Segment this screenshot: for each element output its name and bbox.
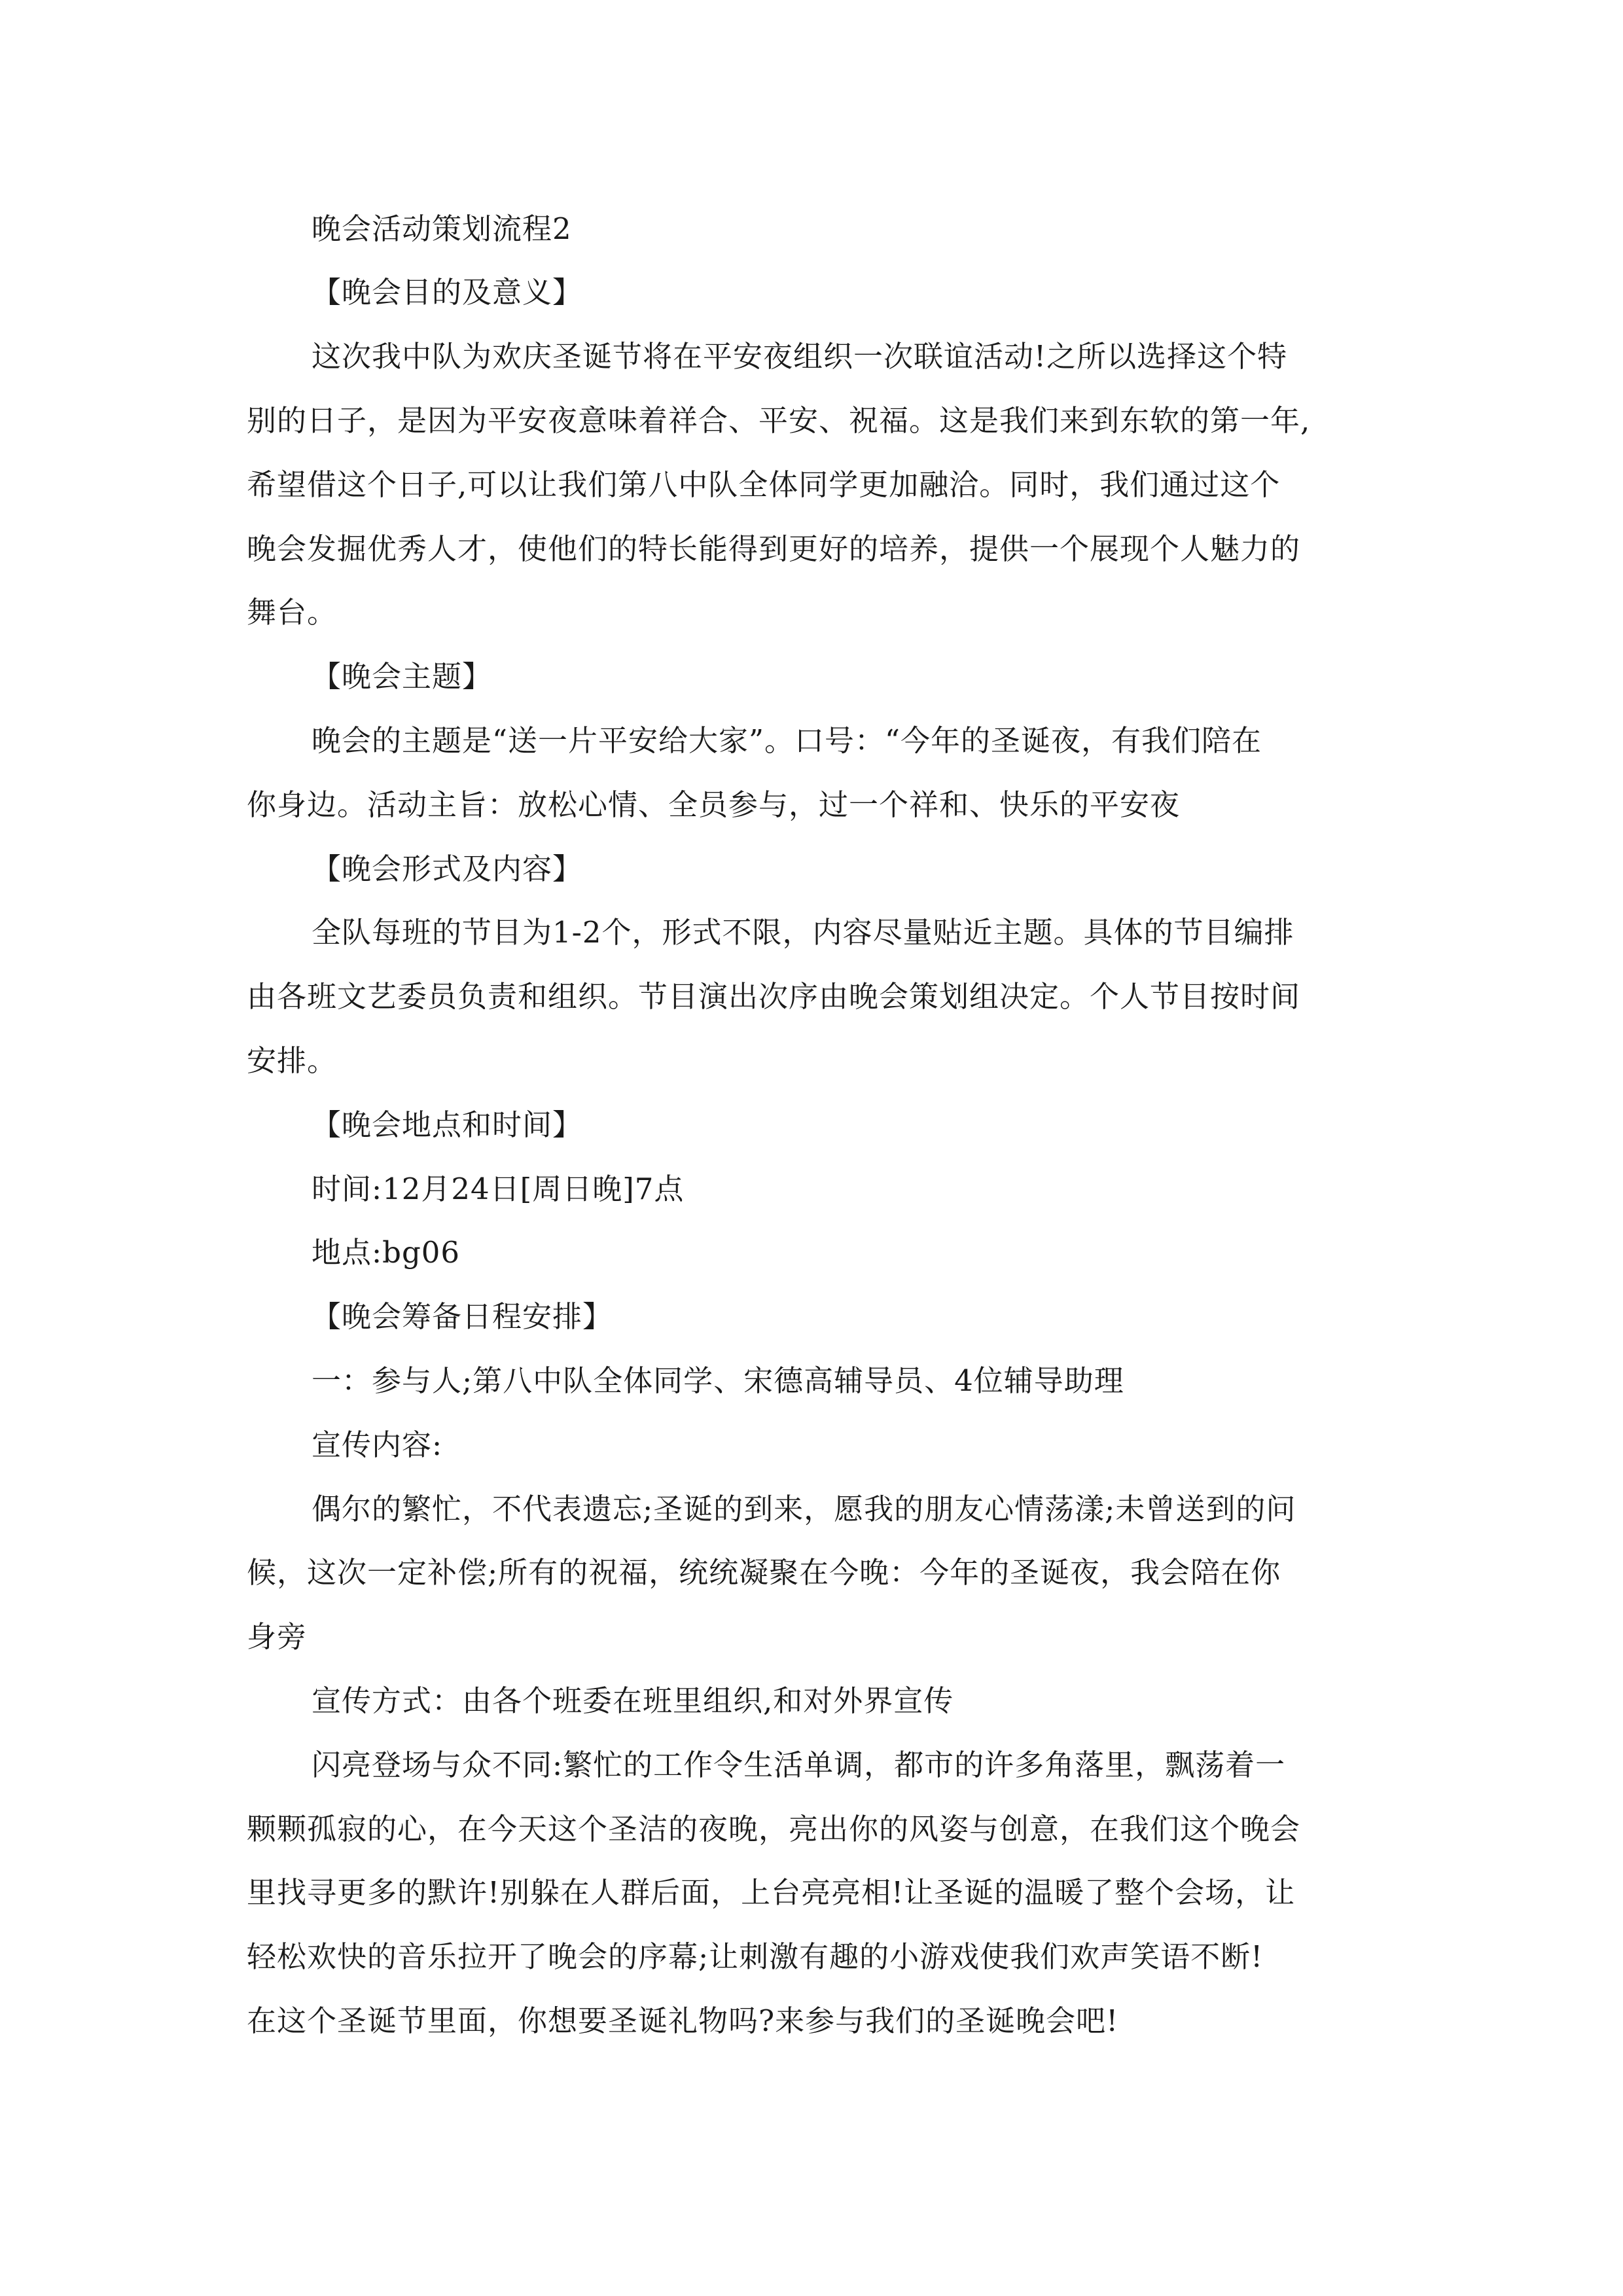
promo-line: 身旁 — [247, 1619, 308, 1654]
document-title: 晚会活动策划流程2 — [312, 211, 572, 246]
closing-line: 闪亮登场与众不同:繁忙的工作令生活单调，都市的许多角落里，飘荡着一 — [312, 1748, 1286, 1782]
purpose-line: 别的日子，是因为平安夜意味着祥合、平安、祝福。这是我们来到东软的第一年, — [247, 403, 1311, 438]
schedule-heading: 【晚会筹备日程安排】 — [312, 1299, 613, 1334]
promo-label: 宣传内容: — [312, 1427, 443, 1462]
theme-heading: 【晚会主题】 — [312, 659, 493, 694]
theme-line: 你身边。活动主旨：放松心情、全员参与，过一个祥和、快乐的平安夜 — [247, 787, 1181, 822]
closing-line: 轻松欢快的音乐拉开了晚会的序幕;让刺激有趣的小游戏使我们欢声笑语不断! — [247, 1939, 1264, 1974]
event-place: 地点:bg06 — [312, 1235, 461, 1270]
venue-time-heading: 【晚会地点和时间】 — [312, 1107, 583, 1142]
purpose-line: 舞台。 — [247, 595, 338, 630]
event-time: 时间:12月24日[周日晚]7点 — [312, 1172, 685, 1206]
closing-line: 颗颗孤寂的心，在今天这个圣洁的夜晚，亮出你的风姿与创意，在我们这个晚会 — [247, 1812, 1301, 1846]
purpose-heading: 【晚会目的及意义】 — [312, 275, 583, 310]
format-line: 由各班文艺委员负责和组织。节目演出次序由晚会策划组决定。个人节目按时间 — [247, 979, 1301, 1014]
promo-line: 偶尔的繁忙，不代表遗忘;圣诞的到来，愿我的朋友心情荡漾;未曾送到的问 — [312, 1492, 1296, 1526]
purpose-line: 这次我中队为欢庆圣诞节将在平安夜组织一次联谊活动!之所以选择这个特 — [312, 339, 1288, 374]
format-line: 全队每班的节目为1-2个，形式不限，内容尽量贴近主题。具体的节目编排 — [312, 915, 1294, 950]
theme-line: 晚会的主题是“送一片平安给大家”。口号：“今年的圣诞夜，有我们陪在 — [312, 723, 1262, 758]
purpose-line: 希望借这个日子,可以让我们第八中队全体同学更加融洽。同时，我们通过这个 — [247, 467, 1281, 502]
purpose-line: 晚会发掘优秀人才，使他们的特长能得到更好的培养，提供一个展现个人魅力的 — [247, 531, 1301, 566]
participants-line: 一：参与人;第八中队全体同学、宋德高辅导员、4位辅导助理 — [312, 1363, 1124, 1398]
closing-line: 在这个圣诞节里面，你想要圣诞礼物吗?来参与我们的圣诞晚会吧! — [247, 2003, 1119, 2038]
format-line: 安排。 — [247, 1043, 338, 1078]
closing-line: 里找寻更多的默许!别躲在人群后面，上台亮亮相!让圣诞的温暖了整个会场，让 — [247, 1875, 1296, 1910]
promo-line: 候，这次一定补偿;所有的祝福，统统凝聚在今晚：今年的圣诞夜，我会陪在你 — [247, 1555, 1281, 1590]
promo-method-line: 宣传方式：由各个班委在班里组织,和对外界宣传 — [312, 1683, 954, 1718]
format-heading: 【晚会形式及内容】 — [312, 852, 583, 886]
